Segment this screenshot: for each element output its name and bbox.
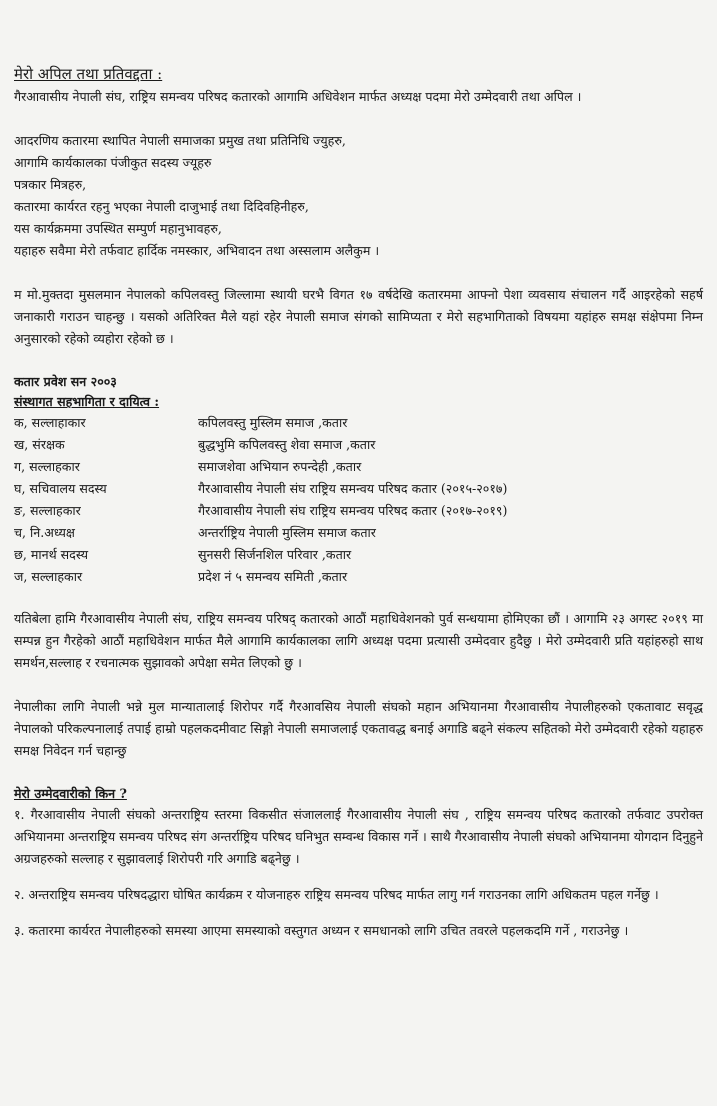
role-name: ङ, सल्लाहकार — [14, 503, 81, 518]
role-org: समाजशेवा अभियान रुपन्देही ,कतार — [198, 459, 362, 474]
role-row — [14, 478, 703, 500]
greeting-line: पत्रकार मित्रहरु, — [14, 177, 87, 192]
page-title: मेरो अपिल तथा प्रतिवद्दता : — [14, 65, 163, 83]
vision-paragraph: नेपालीका लागि नेपाली भन्ने मुल मान्यातालाई शिरोपर गर्दै गैरआवसिय नेपाली संघको महान अभियानमा गैरआवासीय नेपालीहरुको एकतावाट सवृद्ध नेपालको परिकल्पनालाई तपाई हाम्रो पहलकदमीवाट सिङ्गो नेपाली समाजलाई एकतावद्ध बनाई अगाडि बढ्ने संकल्प सहितको मेरो उम्मेदवारी रहेको यहाहरु समक्ष निवेदन गर्न चहान्छु — [14, 699, 703, 758]
role-name: च, नि.अध्यक्ष — [14, 525, 75, 540]
role-org: अन्तर्राष्ट्रिय नेपाली मुस्लिम समाज कतार — [198, 525, 376, 540]
intro-paragraph: म मो.मुक्तदा मुसलमान नेपालको कपिलवस्तु जिल्लामा स्थायी घरभै विगत १७ वर्षदेखि कतारममा आफ्नो पेशा व्यवसाय संचालन गर्दै आइरहेको सहर्ष जनाकारी गराउन चाहन्छु । यसको अतिरिक्त मैले यहां रहेर नेपाली समाज संगको सामिप्यता र मेरो सहभागिताको विषयमा यहांहरु समक्ष संक्षेपमा निम्न अनुसारको रहेको व्यहोरा रहेको छ । — [14, 287, 703, 346]
role-org: गैरआवासीय नेपाली संघ राष्ट्रिय समन्वय परिषद कतार (२०१५-२०१७) — [198, 481, 508, 496]
greeting-line: आगामि कार्यकालका पंजीकुत सदस्य ज्यूहरु — [14, 155, 212, 170]
role-name: ग, सल्लाहकार — [14, 459, 80, 474]
role-name: ख, संरक्षक — [14, 437, 65, 452]
role-row — [14, 566, 703, 588]
role-row — [14, 500, 703, 522]
role-name: घ, सचिवालय सदस्य — [14, 481, 107, 496]
point-item: २. अन्तराष्ट्रिय समन्वय परिषदद्धारा घोषित कार्यक्रम र योजनाहरु राष्ट्रिय समन्वय परिषद मार्फत लागु गर्न गराउनका लागि अधिकतम पहल गर्नेछु । — [14, 887, 659, 902]
role-org: सुनसरी सिर्जनशिल परिवार ,कतार — [198, 547, 352, 562]
role-name: ज, सल्लाहकार — [14, 569, 83, 584]
role-row — [14, 412, 703, 434]
role-org: कपिलवस्तु मुस्लिम समाज ,कतार — [198, 415, 348, 430]
greeting-line: यहाहरु सवैमा मेरो तर्फवाट हार्दिक नमस्कार, अभिवादन तथा अस्सलाम अलैकुम । — [14, 243, 380, 258]
greetings-block — [14, 130, 703, 262]
entry-title: कतार प्रवेश सन २००३ — [14, 374, 117, 389]
point-item: ३. कतारमा कार्यरत नेपालीहरुको समस्या आएमा समस्याको वस्तुगत अध्यन र समधानको लागि उचित तवरले पहलकदमि गर्ने , गराउनेछु । — [14, 923, 629, 938]
role-name: छ, मानर्थ सदस्य — [14, 547, 89, 562]
roles-table — [14, 412, 703, 588]
role-org: गैरआवासीय नेपाली संघ राष्ट्रिय समन्वय परिषद कतार (२०१७-२०१९) — [198, 503, 508, 518]
role-org: बुद्धभुमि कपिलवस्तु शेवा समाज ,कतार — [198, 437, 376, 452]
role-name: क, सल्लाहाकार — [14, 415, 86, 430]
role-org: प्रदेश नं ५ समन्वय समिती ,कतार — [198, 569, 348, 584]
role-row — [14, 544, 703, 566]
greeting-line: आदरणिय कतारमा स्थापित नेपाली समाजका प्रमुख तथा प्रतिनिधि ज्युहरु, — [14, 133, 346, 148]
role-row — [14, 434, 703, 456]
greeting-line: कतारमा कार्यरत रहनु भएका नेपाली दाजुभाई तथा दिदिवहिनीहरु, — [14, 199, 309, 214]
point-item: १. गैरआवासीय नेपाली संघको अन्तराष्ट्रिय स्तरमा विकसीत संजाललाई गैरआवासीय नेपाली संघ , राष्ट्रिय समन्वय परिषद कतारको तर्फवाट उपरोक्त अभियानमा अन्तराष्ट्रिय समन्वय परिषद संग अन्तर्राष्ट्रिय परिषद घनिभुत सम्वन्ध विकास गर्ने । साथै गैरआवासीय नेपाली संघको अभियानमा योगदान दिनुहुने अग्रजहरुको सल्लाह र सुझावलाई शिरोपरी गरि अगाडि बढ्नेछु । — [14, 807, 703, 866]
appeal-line: गैरआवासीय नेपाली संघ, राष्ट्रिय समन्वय परिषद कतारको आगामि अधिवेशन मार्फत अध्यक्ष पदमा मेरो उम्मेदवारी तथा अपिल । — [14, 89, 582, 104]
greeting-line: यस कार्यक्रममा उपस्थित सम्पुर्ण महानुभावहरु, — [14, 221, 222, 236]
roles-title: संस्थागत सहभागिता र दायित्व : — [14, 394, 160, 409]
why-title: मेरो उम्मेदवारीको किन ? — [14, 786, 127, 801]
role-row — [14, 456, 703, 478]
convention-paragraph: यतिबेला हामि गैरआवासीय नेपाली संघ, राष्ट्रिय समन्वय परिषद् कतारको आठौं महाधिवेशनको पुर्व सन्धयामा होमिएका छौं । आगामि २३ अगस्ट २०१९ मा सम्पन्न हुन गैरहेको आठौं महाधिवेशन मार्फत मैले आगामि कार्यकालका लागि अध्यक्ष पदमा प्रत्यासी उम्मेदवार हुदैछु । मेरो उम्मेदवारी प्रति यहांहरुहो साथ समर्थन,सल्लाह र रचनात्मक सुझावको अपेक्षा समेत लिएको छु । — [14, 611, 703, 670]
role-row — [14, 522, 703, 544]
